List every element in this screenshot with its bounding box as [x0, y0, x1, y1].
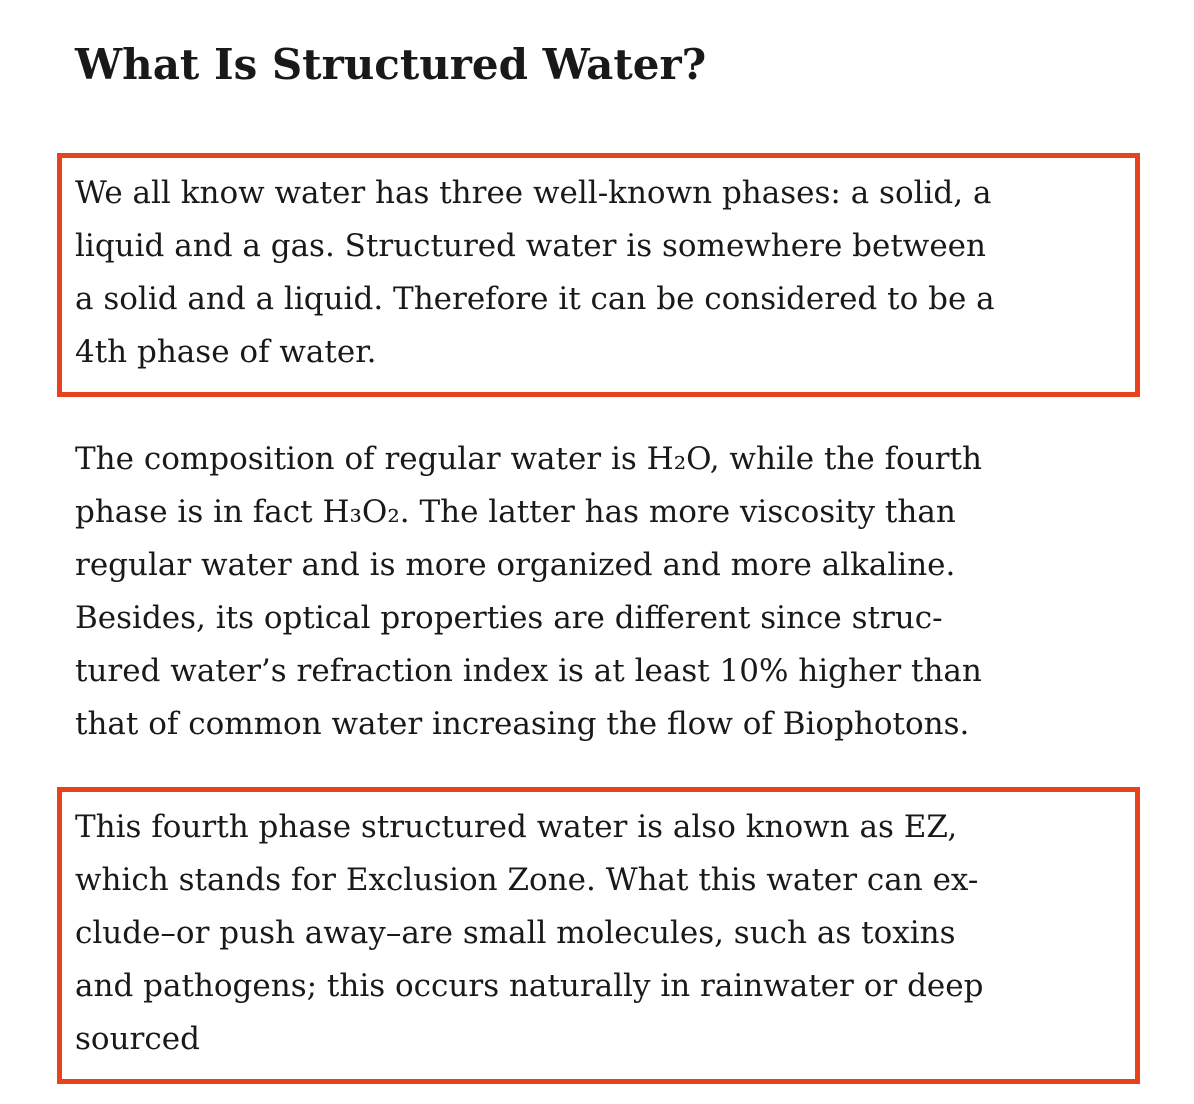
text-line: This fourth phase structured water is also known as EZ, — [75, 809, 958, 845]
text-line: The composition of regular water is H₂O, while the fourth — [75, 441, 982, 477]
text-line: clude–or push away–are small molecules, such as toxins — [75, 915, 956, 951]
text-line: that of common water increasing the flow of Biophotons. — [75, 706, 970, 742]
text-line: sourced — [75, 1021, 200, 1057]
text-line: which stands for Exclusion Zone. What this water can ex- — [75, 862, 979, 898]
text-line: and pathogens; this occurs naturally in rainwater or deep — [75, 968, 984, 1004]
text-line: phase is in fact H₃O₂. The latter has more viscosity than — [75, 494, 956, 530]
page-title: What Is Structured Water? — [75, 40, 707, 89]
text-line: a solid and a liquid. Therefore it can be considered to be a — [75, 281, 995, 317]
text-line: We all know water has three well-known phases: a solid, a — [75, 175, 992, 211]
article-body — [57, 153, 1140, 1084]
text-line: Besides, its optical properties are different since struc- — [75, 600, 943, 636]
paragraph — [75, 433, 1140, 751]
text-line: tured water’s refraction index is at least 10% higher than — [75, 653, 982, 689]
text-line: regular water and is more organized and more alkaline. — [75, 547, 956, 583]
text-line: 4th phase of water. — [75, 334, 377, 370]
highlighted-paragraph — [57, 153, 1140, 397]
highlighted-paragraph — [57, 787, 1140, 1084]
text-line: liquid and a gas. Structured water is somewhere between — [75, 228, 986, 264]
